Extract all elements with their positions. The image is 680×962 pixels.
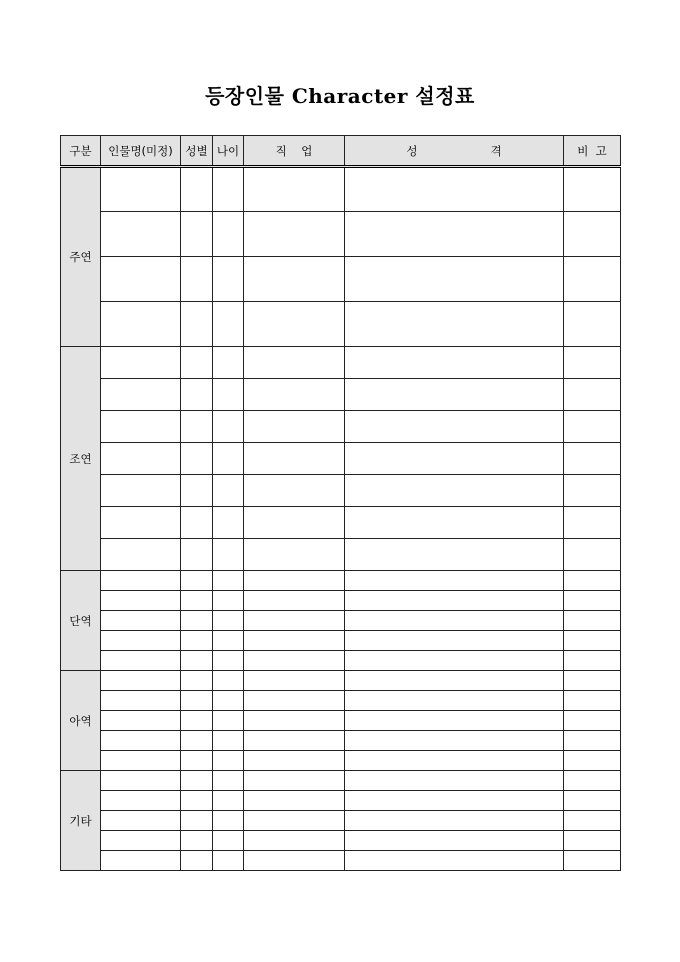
table-row bbox=[61, 257, 621, 302]
personality-cell[interactable] bbox=[345, 507, 564, 539]
age-cell[interactable] bbox=[213, 691, 244, 711]
note-cell[interactable] bbox=[564, 751, 621, 771]
note-cell[interactable] bbox=[564, 811, 621, 831]
name-cell[interactable] bbox=[101, 711, 181, 731]
note-cell[interactable] bbox=[564, 212, 621, 257]
job-cell[interactable] bbox=[244, 791, 345, 811]
age-cell[interactable] bbox=[213, 475, 244, 507]
note-cell[interactable] bbox=[564, 443, 621, 475]
gender-cell[interactable] bbox=[181, 771, 213, 791]
age-cell[interactable] bbox=[213, 539, 244, 571]
header-personality: 성 격 bbox=[345, 136, 564, 167]
gender-cell[interactable] bbox=[181, 411, 213, 443]
table-row bbox=[61, 539, 621, 571]
age-cell[interactable] bbox=[213, 379, 244, 411]
note-cell[interactable] bbox=[564, 591, 621, 611]
age-cell[interactable] bbox=[213, 751, 244, 771]
note-cell[interactable] bbox=[564, 411, 621, 443]
note-cell[interactable] bbox=[564, 539, 621, 571]
name-cell[interactable] bbox=[101, 475, 181, 507]
age-cell[interactable] bbox=[213, 302, 244, 347]
job-cell[interactable] bbox=[244, 347, 345, 379]
age-cell[interactable] bbox=[213, 791, 244, 811]
group-label: 아역 bbox=[61, 671, 101, 771]
gender-cell[interactable] bbox=[181, 302, 213, 347]
personality-cell[interactable] bbox=[345, 731, 564, 751]
personality-cell[interactable] bbox=[345, 302, 564, 347]
gender-cell[interactable] bbox=[181, 591, 213, 611]
personality-cell[interactable] bbox=[345, 411, 564, 443]
personality-cell[interactable] bbox=[345, 475, 564, 507]
gender-cell[interactable] bbox=[181, 611, 213, 631]
age-cell[interactable] bbox=[213, 347, 244, 379]
personality-cell[interactable] bbox=[345, 831, 564, 851]
table-row bbox=[61, 631, 621, 651]
note-cell[interactable] bbox=[564, 831, 621, 851]
group-label: 단역 bbox=[61, 571, 101, 671]
gender-cell[interactable] bbox=[181, 507, 213, 539]
name-cell[interactable] bbox=[101, 631, 181, 651]
name-cell[interactable] bbox=[101, 443, 181, 475]
age-cell[interactable] bbox=[213, 851, 244, 871]
personality-cell[interactable] bbox=[345, 591, 564, 611]
note-cell[interactable] bbox=[564, 631, 621, 651]
table-row bbox=[61, 379, 621, 411]
note-cell[interactable] bbox=[564, 771, 621, 791]
job-cell[interactable] bbox=[244, 631, 345, 651]
gender-cell[interactable] bbox=[181, 347, 213, 379]
name-cell[interactable] bbox=[101, 611, 181, 631]
job-cell[interactable] bbox=[244, 771, 345, 791]
note-cell[interactable] bbox=[564, 475, 621, 507]
job-cell[interactable] bbox=[244, 302, 345, 347]
name-cell[interactable] bbox=[101, 651, 181, 671]
job-cell[interactable] bbox=[244, 443, 345, 475]
name-cell[interactable] bbox=[101, 212, 181, 257]
table-row bbox=[61, 347, 621, 379]
personality-cell[interactable] bbox=[345, 851, 564, 871]
gender-cell[interactable] bbox=[181, 791, 213, 811]
gender-cell[interactable] bbox=[181, 379, 213, 411]
personality-cell[interactable] bbox=[345, 443, 564, 475]
table-row bbox=[61, 711, 621, 731]
job-cell[interactable] bbox=[244, 379, 345, 411]
age-cell[interactable] bbox=[213, 631, 244, 651]
header-name: 인물명(미정) bbox=[101, 136, 181, 167]
personality-cell[interactable] bbox=[345, 791, 564, 811]
table-row bbox=[61, 831, 621, 851]
name-cell[interactable] bbox=[101, 751, 181, 771]
name-cell[interactable] bbox=[101, 539, 181, 571]
gender-cell[interactable] bbox=[181, 691, 213, 711]
table-row bbox=[61, 671, 621, 691]
name-cell[interactable] bbox=[101, 791, 181, 811]
group-label: 주연 bbox=[61, 167, 101, 347]
gender-cell[interactable] bbox=[181, 631, 213, 651]
note-cell[interactable] bbox=[564, 302, 621, 347]
gender-cell[interactable] bbox=[181, 851, 213, 871]
personality-cell[interactable] bbox=[345, 811, 564, 831]
age-cell[interactable] bbox=[213, 411, 244, 443]
table-row bbox=[61, 791, 621, 811]
age-cell[interactable] bbox=[213, 711, 244, 731]
gender-cell[interactable] bbox=[181, 671, 213, 691]
sheet-title: 등장인물 Character 설정표 bbox=[205, 84, 475, 108]
name-cell[interactable] bbox=[101, 771, 181, 791]
personality-cell[interactable] bbox=[345, 771, 564, 791]
table-row bbox=[61, 212, 621, 257]
job-cell[interactable] bbox=[244, 751, 345, 771]
table-row bbox=[61, 411, 621, 443]
age-cell[interactable] bbox=[213, 507, 244, 539]
gender-cell[interactable] bbox=[181, 539, 213, 571]
note-cell[interactable] bbox=[564, 711, 621, 731]
personality-cell[interactable] bbox=[345, 631, 564, 651]
name-cell[interactable] bbox=[101, 671, 181, 691]
gender-cell[interactable] bbox=[181, 443, 213, 475]
gender-cell[interactable] bbox=[181, 571, 213, 591]
name-cell[interactable] bbox=[101, 831, 181, 851]
age-cell[interactable] bbox=[213, 571, 244, 591]
header-gender: 성별 bbox=[181, 136, 213, 167]
name-cell[interactable] bbox=[101, 257, 181, 302]
table-row bbox=[61, 731, 621, 751]
gender-cell[interactable] bbox=[181, 651, 213, 671]
personality-cell[interactable] bbox=[345, 671, 564, 691]
table-body bbox=[61, 167, 621, 871]
table-row bbox=[61, 611, 621, 631]
name-cell[interactable] bbox=[101, 167, 181, 212]
character-table bbox=[60, 135, 621, 871]
job-cell[interactable] bbox=[244, 811, 345, 831]
personality-cell[interactable] bbox=[345, 711, 564, 731]
age-cell[interactable] bbox=[213, 831, 244, 851]
name-cell[interactable] bbox=[101, 591, 181, 611]
personality-cell[interactable] bbox=[345, 611, 564, 631]
personality-cell[interactable] bbox=[345, 167, 564, 212]
job-cell[interactable] bbox=[244, 831, 345, 851]
job-cell[interactable] bbox=[244, 851, 345, 871]
name-cell[interactable] bbox=[101, 507, 181, 539]
age-cell[interactable] bbox=[213, 731, 244, 751]
job-cell[interactable] bbox=[244, 571, 345, 591]
job-cell[interactable] bbox=[244, 411, 345, 443]
job-cell[interactable] bbox=[244, 591, 345, 611]
personality-cell[interactable] bbox=[345, 691, 564, 711]
note-cell[interactable] bbox=[564, 611, 621, 631]
job-cell[interactable] bbox=[244, 257, 345, 302]
table-row bbox=[61, 475, 621, 507]
note-cell[interactable] bbox=[564, 507, 621, 539]
personality-cell[interactable] bbox=[345, 379, 564, 411]
job-cell[interactable] bbox=[244, 212, 345, 257]
job-cell[interactable] bbox=[244, 651, 345, 671]
note-cell[interactable] bbox=[564, 571, 621, 591]
age-cell[interactable] bbox=[213, 167, 244, 212]
note-cell[interactable] bbox=[564, 691, 621, 711]
personality-cell[interactable] bbox=[345, 751, 564, 771]
gender-cell[interactable] bbox=[181, 167, 213, 212]
gender-cell[interactable] bbox=[181, 811, 213, 831]
personality-cell[interactable] bbox=[345, 571, 564, 591]
job-cell[interactable] bbox=[244, 475, 345, 507]
gender-cell[interactable] bbox=[181, 751, 213, 771]
note-cell[interactable] bbox=[564, 347, 621, 379]
table-row bbox=[61, 167, 621, 212]
table-row bbox=[61, 691, 621, 711]
group-label: 조연 bbox=[61, 347, 101, 571]
table-row bbox=[61, 443, 621, 475]
personality-cell[interactable] bbox=[345, 651, 564, 671]
age-cell[interactable] bbox=[213, 257, 244, 302]
note-cell[interactable] bbox=[564, 791, 621, 811]
header-group: 구분 bbox=[61, 136, 101, 167]
table-row bbox=[61, 302, 621, 347]
job-cell[interactable] bbox=[244, 507, 345, 539]
personality-cell[interactable] bbox=[345, 257, 564, 302]
job-cell[interactable] bbox=[244, 711, 345, 731]
personality-cell[interactable] bbox=[345, 347, 564, 379]
name-cell[interactable] bbox=[101, 379, 181, 411]
name-cell[interactable] bbox=[101, 731, 181, 751]
job-cell[interactable] bbox=[244, 671, 345, 691]
table-row bbox=[61, 651, 621, 671]
header-note: 비 고 bbox=[564, 136, 621, 167]
gender-cell[interactable] bbox=[181, 731, 213, 751]
note-cell[interactable] bbox=[564, 851, 621, 871]
note-cell[interactable] bbox=[564, 257, 621, 302]
age-cell[interactable] bbox=[213, 591, 244, 611]
gender-cell[interactable] bbox=[181, 212, 213, 257]
job-cell[interactable] bbox=[244, 167, 345, 212]
gender-cell[interactable] bbox=[181, 831, 213, 851]
note-cell[interactable] bbox=[564, 671, 621, 691]
table-row bbox=[61, 507, 621, 539]
table-row bbox=[61, 571, 621, 591]
name-cell[interactable] bbox=[101, 347, 181, 379]
gender-cell[interactable] bbox=[181, 711, 213, 731]
age-cell[interactable] bbox=[213, 611, 244, 631]
job-cell[interactable] bbox=[244, 539, 345, 571]
name-cell[interactable] bbox=[101, 411, 181, 443]
name-cell[interactable] bbox=[101, 691, 181, 711]
age-cell[interactable] bbox=[213, 651, 244, 671]
name-cell[interactable] bbox=[101, 851, 181, 871]
note-cell[interactable] bbox=[564, 731, 621, 751]
personality-cell[interactable] bbox=[345, 539, 564, 571]
header-job: 직 업 bbox=[244, 136, 345, 167]
table-row bbox=[61, 591, 621, 611]
age-cell[interactable] bbox=[213, 811, 244, 831]
note-cell[interactable] bbox=[564, 651, 621, 671]
header-row bbox=[61, 136, 621, 167]
age-cell[interactable] bbox=[213, 443, 244, 475]
header-age: 나이 bbox=[213, 136, 244, 167]
job-cell[interactable] bbox=[244, 611, 345, 631]
group-label: 기타 bbox=[61, 771, 101, 871]
gender-cell[interactable] bbox=[181, 257, 213, 302]
age-cell[interactable] bbox=[213, 212, 244, 257]
job-cell[interactable] bbox=[244, 731, 345, 751]
table-row bbox=[61, 851, 621, 871]
name-cell[interactable] bbox=[101, 302, 181, 347]
age-cell[interactable] bbox=[213, 671, 244, 691]
gender-cell[interactable] bbox=[181, 475, 213, 507]
table-row bbox=[61, 811, 621, 831]
note-cell[interactable] bbox=[564, 167, 621, 212]
personality-cell[interactable] bbox=[345, 212, 564, 257]
table-row bbox=[61, 771, 621, 791]
name-cell[interactable] bbox=[101, 571, 181, 591]
note-cell[interactable] bbox=[564, 379, 621, 411]
table-row bbox=[61, 751, 621, 771]
job-cell[interactable] bbox=[244, 691, 345, 711]
name-cell[interactable] bbox=[101, 811, 181, 831]
age-cell[interactable] bbox=[213, 771, 244, 791]
